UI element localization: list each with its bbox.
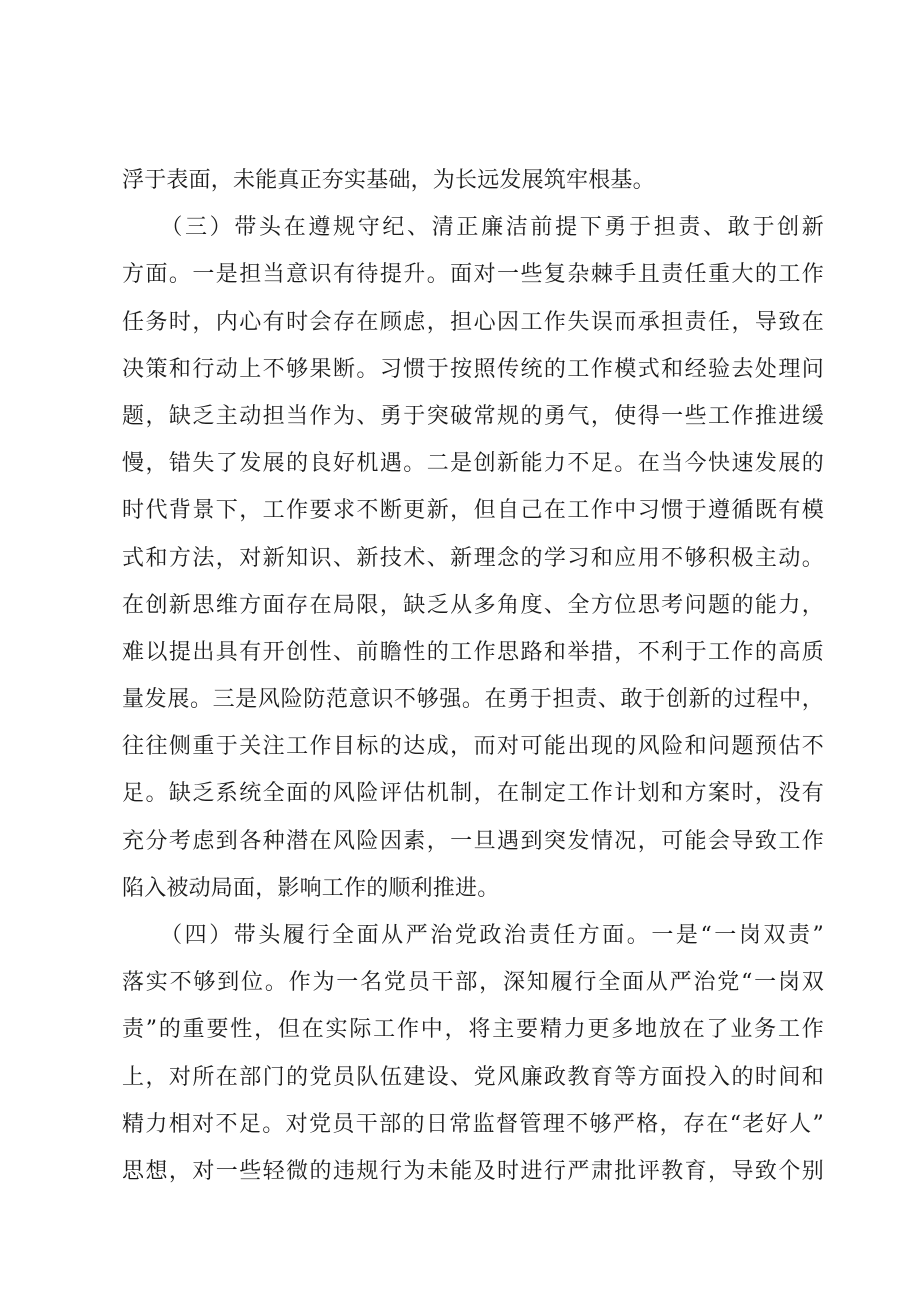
text-line-18: 落实不够到位。作为一名党员干部，深知履行全面从严治党“一岗双 [122,970,824,996]
text-line-14: 足。缺乏系统全面的风险评估机制，在制定工作计划和方案时，没有 [122,781,824,807]
text-line-19: 责”的重要性，但在实际工作中，将主要精力更多地放在了业务工作 [122,1017,824,1043]
text-line-13: 往往侧重于关注工作目标的达成，而对可能出现的风险和问题预估不 [122,734,824,760]
text-line-10: 在创新思维方面存在局限，缺乏从多角度、全方位思考问题的能力， [122,592,824,618]
text-line-2: （三）带头在遵规守纪、清正廉洁前提下勇于担责、敢于创新 [122,215,824,241]
text-line-15: 充分考虑到各种潜在风险因素，一旦遇到突发情况，可能会导致工作 [122,828,824,854]
text-line-3: 方面。一是担当意识有待提升。面对一些复杂棘手且责任重大的工作 [122,262,824,288]
text-line-1: 浮于表面，未能真正夯实基础，为长远发展筑牢根基。 [122,168,655,193]
text-line-21: 精力相对不足。对党员干部的日常监督管理不够严格，存在“老好人” [122,1111,824,1137]
body-text [122,157,824,1195]
text-line-16: 陷入被动局面，影响工作的顺利推进。 [122,875,500,901]
text-line-5: 决策和行动上不够果断。习惯于按照传统的工作模式和经验去处理问 [122,356,824,382]
text-line-8: 时代背景下，工作要求不断更新，但自己在工作中习惯于遵循既有模 [122,498,824,524]
text-line-17: （四）带头履行全面从严治党政治责任方面。一是“一岗双责” [122,923,824,948]
text-line-11: 难以提出具有开创性、前瞻性的工作思路和举措，不利于工作的高质 [122,639,824,665]
text-line-9: 式和方法，对新知识、新技术、新理念的学习和应用不够积极主动。 [122,545,824,571]
text-line-7: 慢，错失了发展的良好机遇。二是创新能力不足。在当今快速发展的 [122,451,824,477]
text-line-20: 上，对所在部门的党员队伍建设、党风廉政教育等方面投入的时间和 [122,1064,824,1090]
text-line-4: 任务时，内心有时会存在顾虑，担心因工作失误而承担责任，导致在 [122,309,824,335]
text-line-22: 思想，对一些轻微的违规行为未能及时进行严肃批评教育，导致个别 [122,1158,824,1184]
text-line-12: 量发展。三是风险防范意识不够强。在勇于担责、敢于创新的过程中， [122,687,824,713]
text-line-6: 题，缺乏主动担当作为、勇于突破常规的勇气，使得一些工作推进缓 [122,403,824,429]
